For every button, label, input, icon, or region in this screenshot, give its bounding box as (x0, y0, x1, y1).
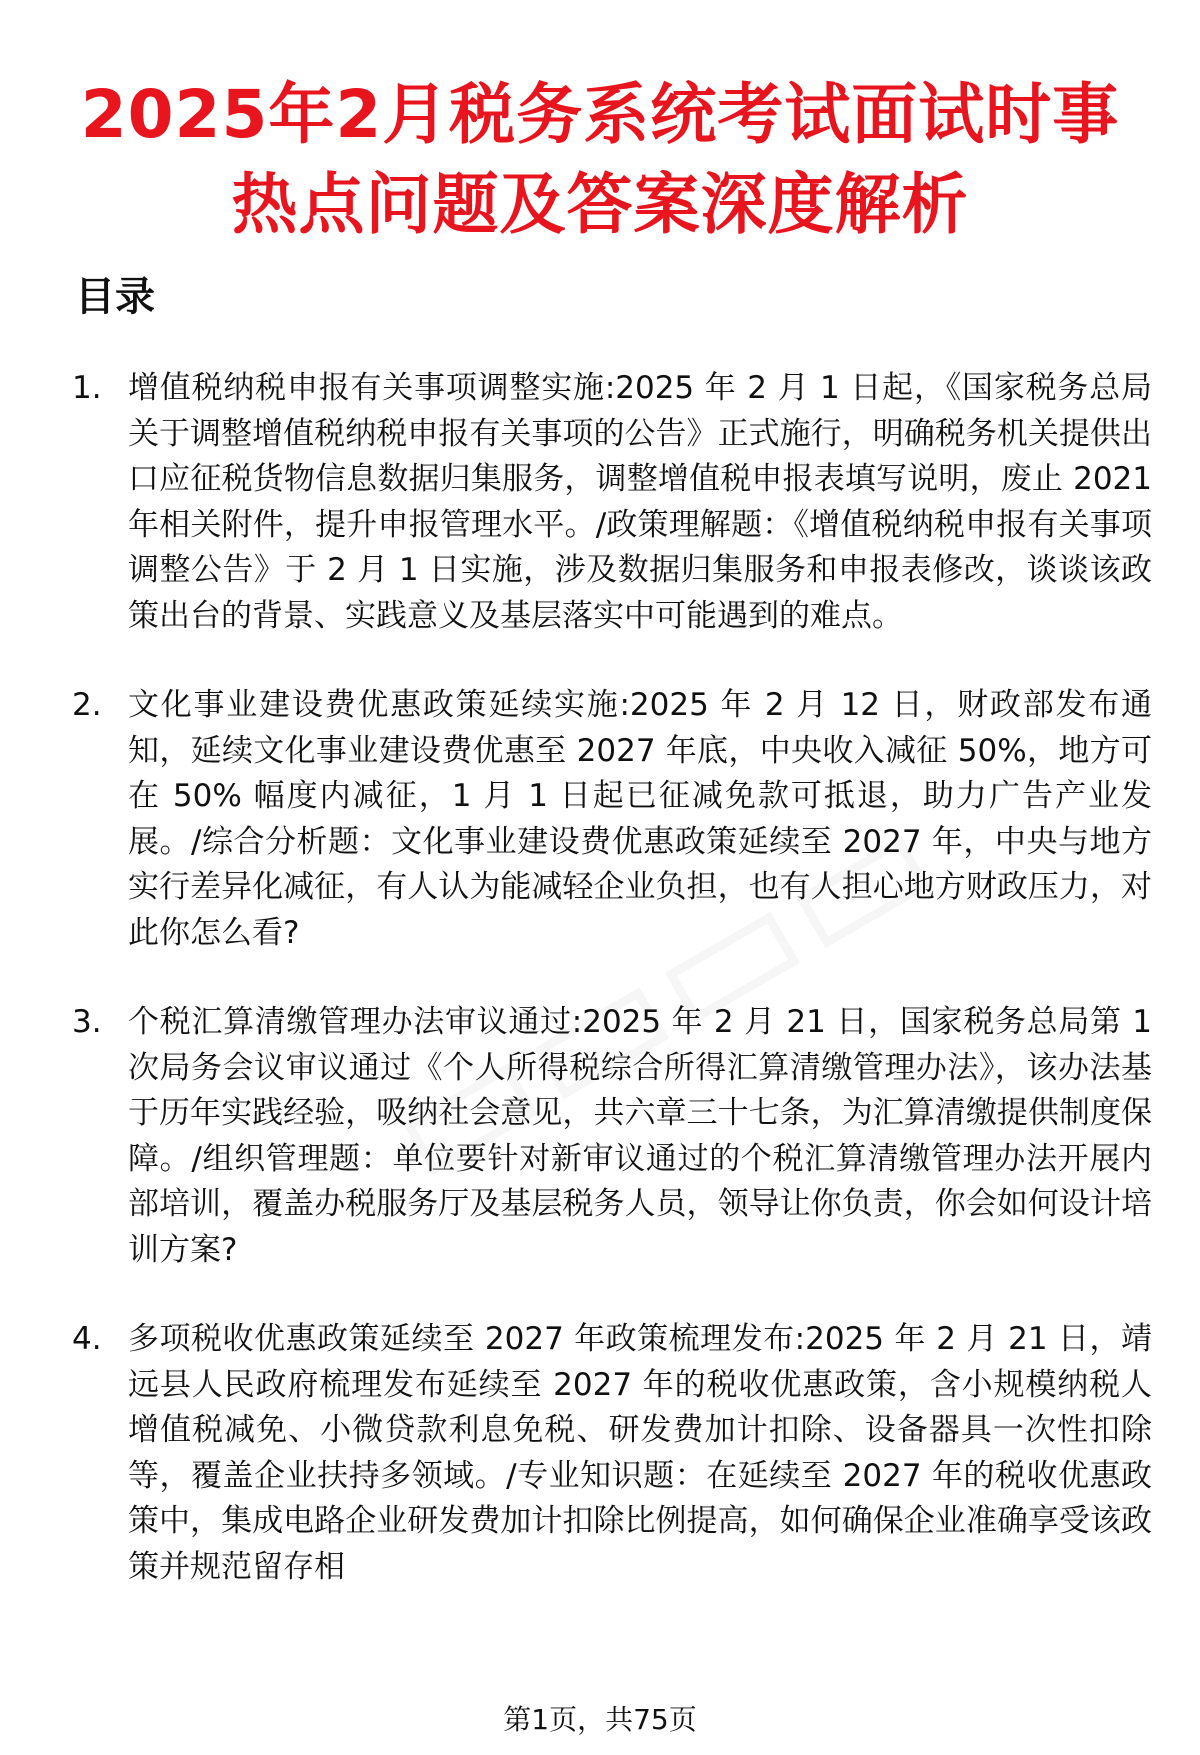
title-line-1: 2025年2月税务系统考试面试时事 (80, 76, 1120, 153)
item-text: 文化事业建设费优惠政策延续实施:2025 年 2 月 12 日，财政部发布通知，延续文化事业建设费优惠至 2027 年底，中央收入减征 50%，地方可在 50% 幅度内减征，1 月 1 日起已征减免款可抵退，助力广告产业发展。/综合分析题：文化事业建设费优惠政策延续至 2027 年，中央与地方实行差异化减征，有人认为能减轻企业负担，也有人担心地方财政压力，对此你怎么看? (128, 687, 1152, 951)
list-item (72, 683, 1152, 956)
item-text: 增值税纳税申报有关事项调整实施:2025 年 2 月 1 日起，《国家税务总局关于调整增值税纳税申报有关事项的公告》正式施行，明确税务机关提供出口应征税货物信息数据归集服务，调整增值税申报表填写说明，废止 2021 年相关附件，提升申报管理水平。/政策理解题：《增值税纳税申报有关事项调整公告》于 2 月 1 日实施，涉及数据归集服务和申报表修改，谈谈该政策出台的背景、实践意义及基层落实中可能遇到的难点。 (128, 370, 1152, 634)
item-text: 多项税收优惠政策延续至 2027 年政策梳理发布:2025 年 2 月 21 日，靖远县人民政府梳理发布延续至 2027 年的税收优惠政策，含小规模纳税人增值税减免、小微贷款利息免税、研发费加计扣除、设备器具一次性扣除等，覆盖企业扶持多领域。/专业知识题：在延续至 2027 年的税收优惠政策中，集成电路企业研发费加计扣除比例提高，如何确保企业准确享受该政策并规范留存相 (128, 1321, 1152, 1585)
list-item (72, 366, 1152, 639)
toc-heading: 目录 (75, 274, 155, 320)
list-item (72, 1317, 1152, 1590)
item-number: 4. (72, 1321, 102, 1357)
item-text: 个税汇算清缴管理办法审议通过:2025 年 2 月 21 日，国家税务总局第 1 次局务会议审议通过《个人所得税综合所得汇算清缴管理办法》，该办法基于历年实践经验，吸纳社会意见，共六章三十七条，为汇算清缴提供制度保障。/组织管理题：单位要针对新审议通过的个税汇算清缴管理办法开展内部培训，覆盖办税服务厅及基层税务人员，领导让你负责，你会如何设计培训方案? (128, 1004, 1152, 1268)
page-title (60, 70, 1140, 250)
toc-list (72, 366, 1152, 1590)
item-number: 2. (72, 687, 102, 723)
list-item (72, 1000, 1152, 1273)
page-footer: 第1页，共75页 (503, 1703, 697, 1736)
title-line-2: 热点问题及答案深度解析 (231, 166, 969, 243)
item-number: 1. (72, 370, 102, 406)
item-number: 3. (72, 1004, 102, 1040)
